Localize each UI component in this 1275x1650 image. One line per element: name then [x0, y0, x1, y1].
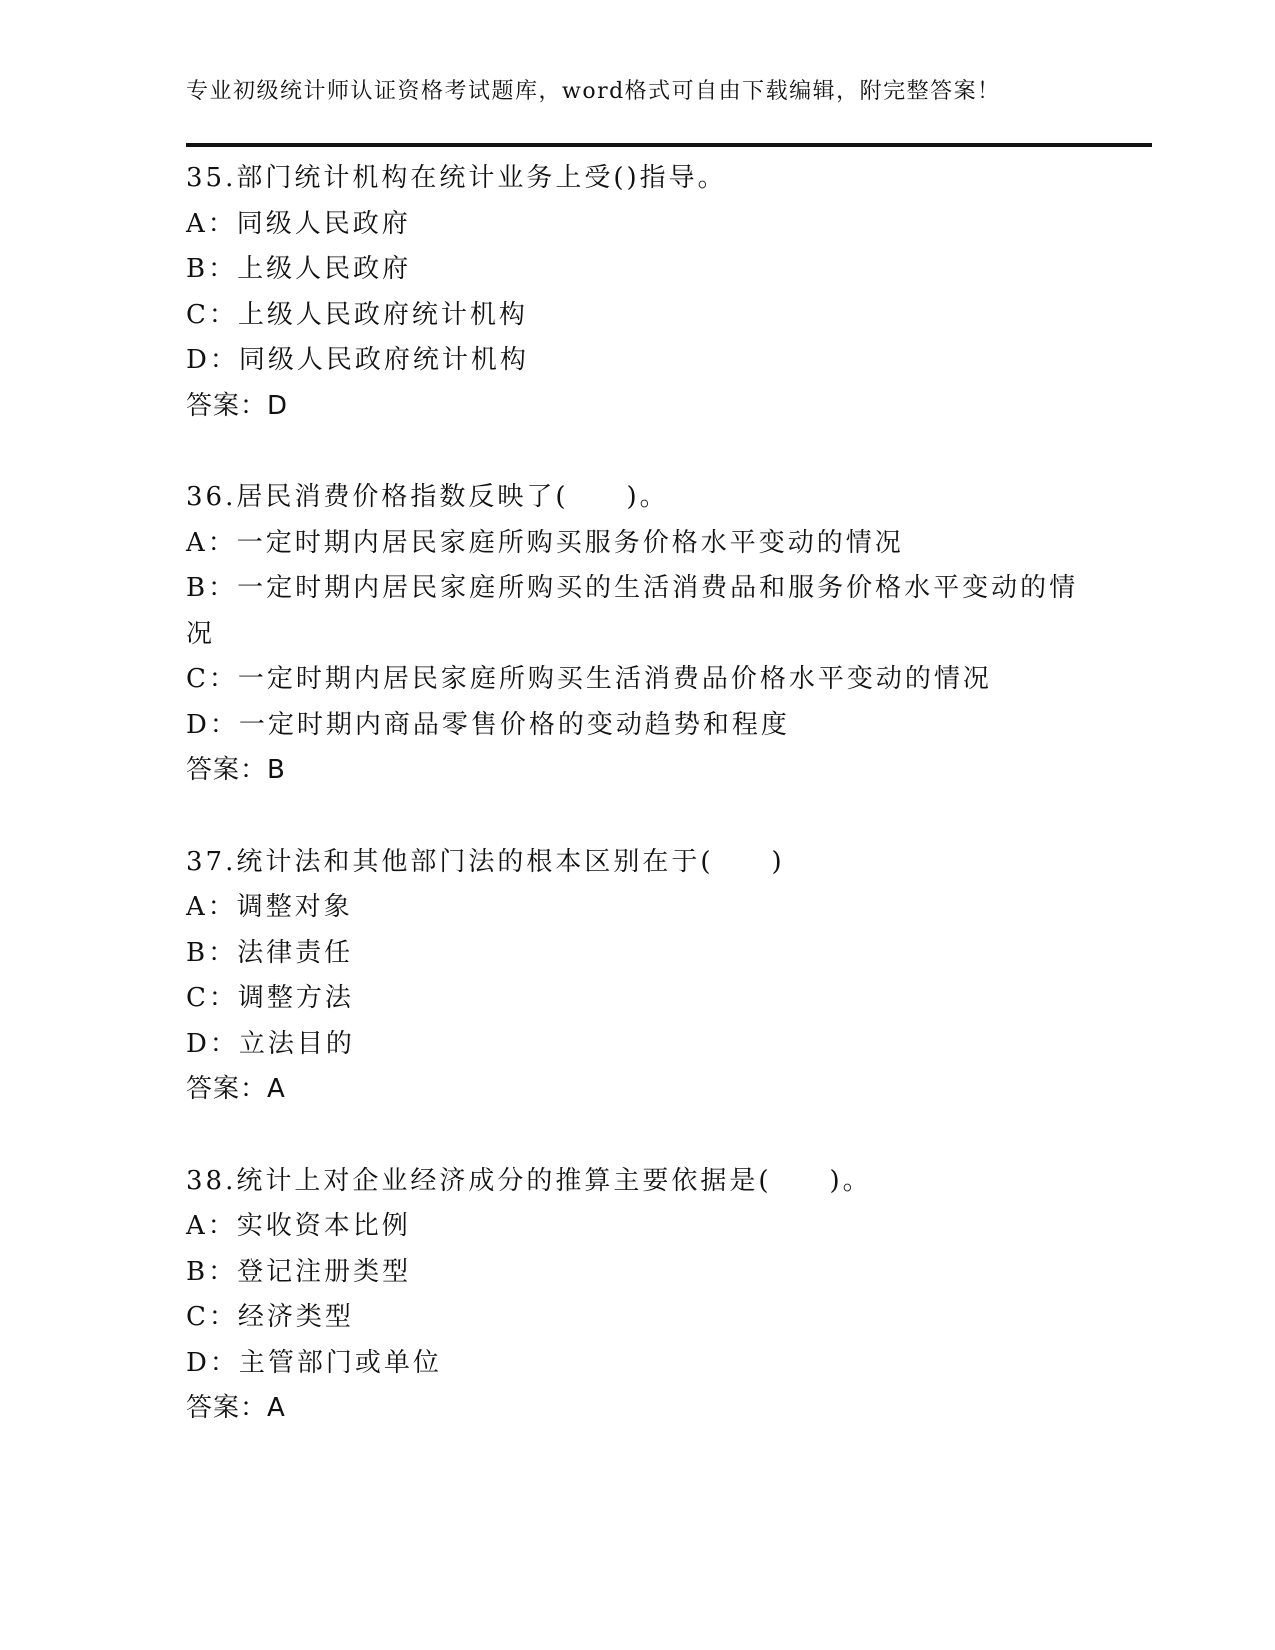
option-d: D：主管部门或单位	[186, 1347, 442, 1378]
question-37	[186, 840, 1086, 1113]
option-b: B：登记注册类型	[186, 1256, 412, 1287]
question-36	[186, 475, 1086, 794]
option-c: C：经济类型	[186, 1302, 354, 1332]
question-stem: 37.统计法和其他部门法的根本区别在于( )	[186, 846, 785, 877]
option-b: B：一定时期内居民家庭所购买的生活消费品和服务价格水平变动的情况	[186, 573, 1079, 649]
header-divider	[186, 143, 1152, 147]
question-stem: 38.统计上对企业经济成分的推算主要依据是( )。	[186, 1165, 872, 1196]
option-d: D：同级人民政府统计机构	[186, 345, 529, 375]
option-b: B：上级人民政府	[186, 254, 412, 284]
option-c: C：一定时期内居民家庭所购买生活消费品价格水平变动的情况	[186, 664, 992, 694]
option-b: B：法律责任	[186, 937, 354, 968]
question-38	[186, 1159, 1086, 1432]
question-stem: 36.居民消费价格指数反映了( )。	[186, 482, 669, 512]
question-list	[186, 156, 1086, 1478]
answer-label: 答案：D	[186, 390, 289, 421]
answer-label: 答案：A	[186, 1393, 286, 1423]
option-d: D：一定时期内商品零售价格的变动趋势和程度	[186, 709, 790, 740]
option-a: A：同级人民政府	[186, 208, 411, 239]
answer-label: 答案：B	[186, 755, 286, 785]
option-a: A：一定时期内居民家庭所购买服务价格水平变动的情况	[186, 527, 904, 558]
option-a: A：实收资本比例	[186, 1211, 411, 1241]
option-c: C：上级人民政府统计机构	[186, 299, 528, 330]
question-35	[186, 156, 1086, 429]
question-stem: 35.部门统计机构在统计业务上受()指导。	[186, 163, 727, 193]
answer-label: 答案：A	[186, 1074, 286, 1104]
option-c: C：调整方法	[186, 983, 354, 1013]
option-d: D：立法目的	[186, 1028, 355, 1059]
option-a: A：调整对象	[186, 892, 353, 922]
page-header: 专业初级统计师认证资格考试题库，word格式可自由下载编辑，附完整答案！	[186, 79, 1001, 104]
